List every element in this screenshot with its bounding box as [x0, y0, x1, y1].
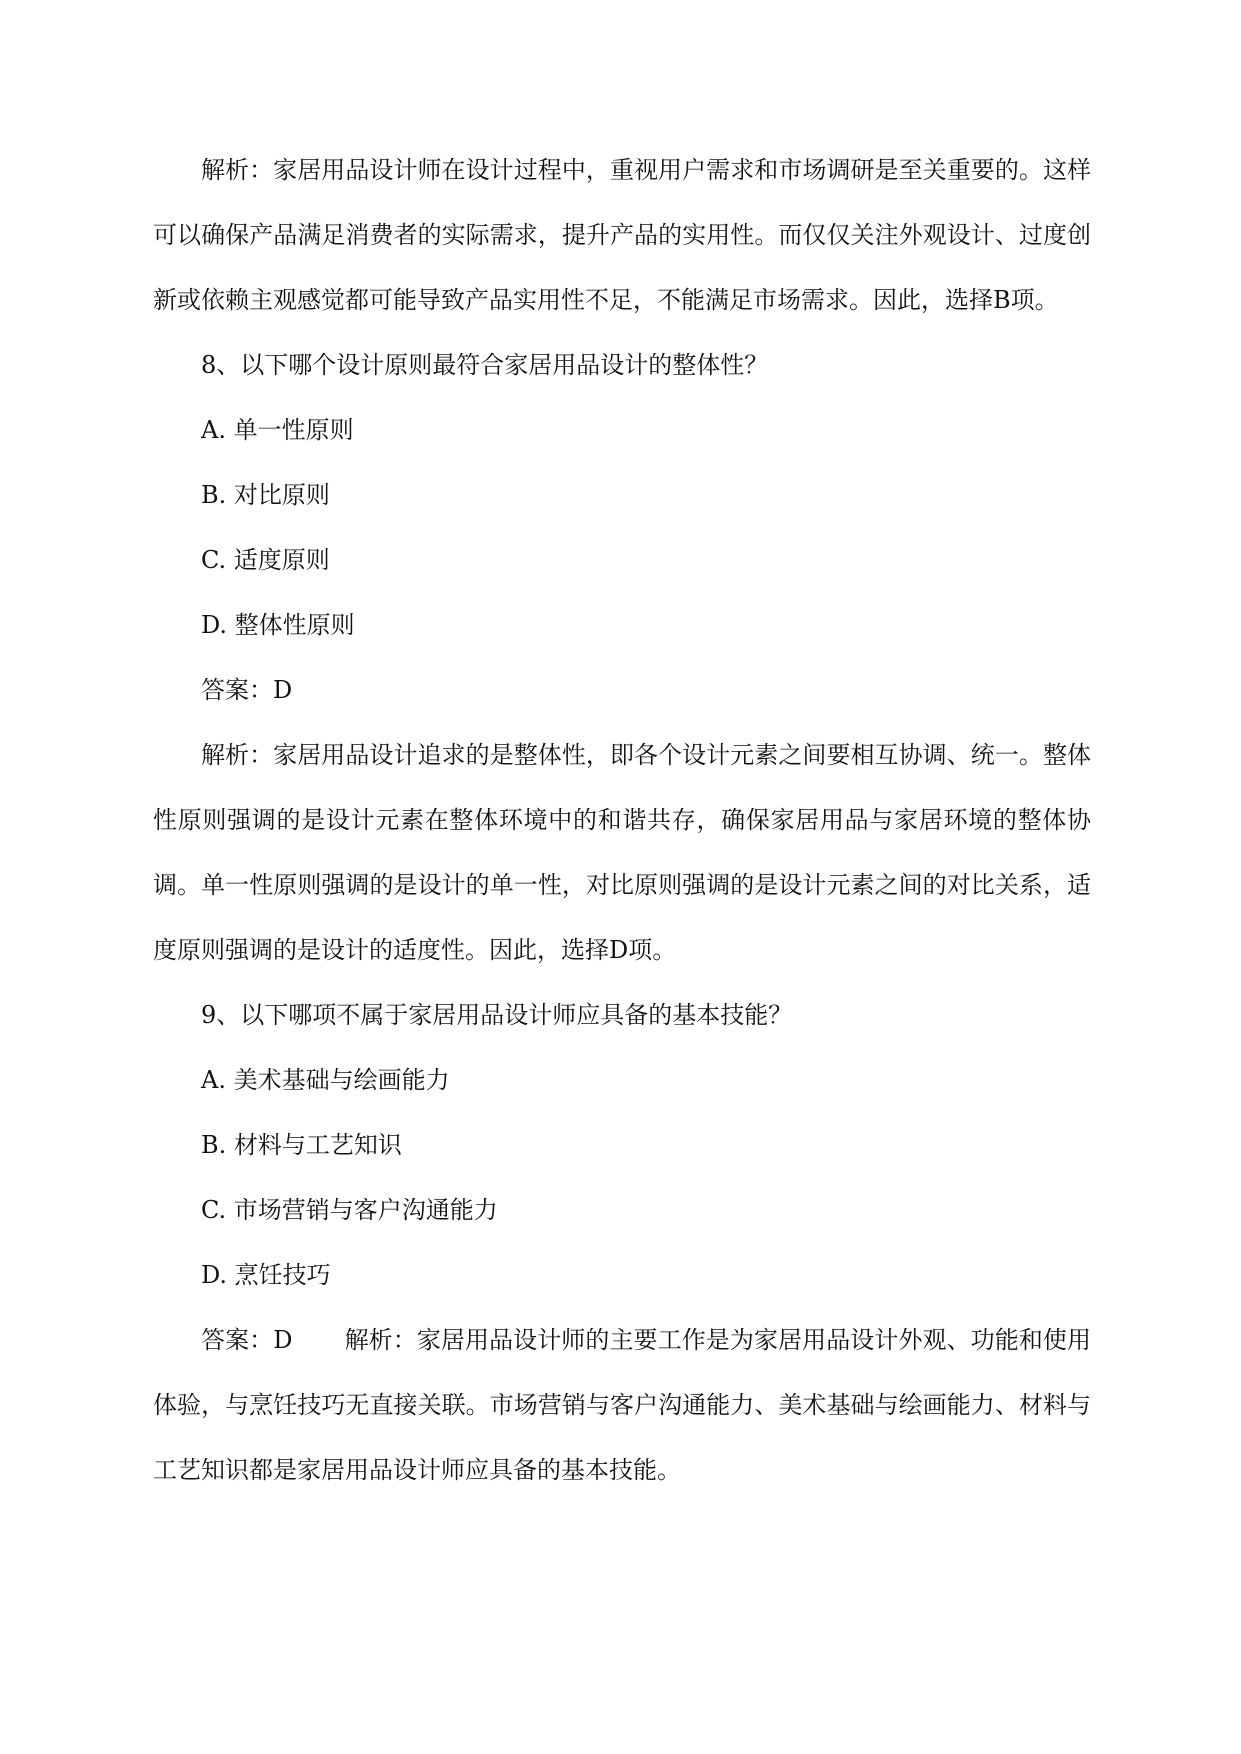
question-9: 9、以下哪项不属于家居用品设计师应具备的基本技能？	[201, 1001, 793, 1029]
analysis-9: 解析：家居用品设计师的主要工作是为家居用品设计外观、功能和使用体验，与烹饪技巧无直接关联。市场营销与客户沟通能力、美术基础与绘画能力、材料与工艺知识都是家居用品设计师应具备的基本技能。	[153, 1326, 1092, 1484]
document-body	[153, 138, 1091, 1503]
q9-option-c: C. 市场营销与客户沟通能力	[201, 1196, 498, 1224]
q8-option-a: A. 单一性原则	[201, 416, 354, 444]
q8-option-d: D. 整体性原则	[201, 611, 355, 639]
q8-answer: 答案：D	[201, 676, 293, 704]
q8-option-c: C. 适度原则	[201, 546, 330, 574]
q9-option-a: A. 美术基础与绘画能力	[201, 1066, 450, 1094]
q8-option-b: B. 对比原则	[201, 481, 330, 509]
analysis-7: 解析：家居用品设计师在设计过程中，重视用户需求和市场调研是至关重要的。这样可以确保产品满足消费者的实际需求，提升产品的实用性。而仅仅关注外观设计、过度创新或依赖主观感觉都可能导致产品实用性不足，不能满足市场需求。因此，选择B项。	[153, 156, 1091, 314]
q9-answer: 答案：D	[201, 1326, 293, 1354]
q9-option-d: D. 烹饪技巧	[201, 1261, 331, 1289]
q9-answer-analysis	[153, 1308, 1091, 1503]
question-8: 8、以下哪个设计原则最符合家居用品设计的整体性？	[201, 351, 769, 379]
analysis-8: 解析：家居用品设计追求的是整体性，即各个设计元素之间要相互协调、统一。整体性原则强调的是设计元素在整体环境中的和谐共存，确保家居用品与家居环境的整体协调。单一性原则强调的是设计的单一性，对比原则强调的是设计元素之间的对比关系，适度原则强调的是设计的适度性。因此，选择D项。	[153, 741, 1091, 964]
q9-option-b: B. 材料与工艺知识	[201, 1131, 402, 1159]
